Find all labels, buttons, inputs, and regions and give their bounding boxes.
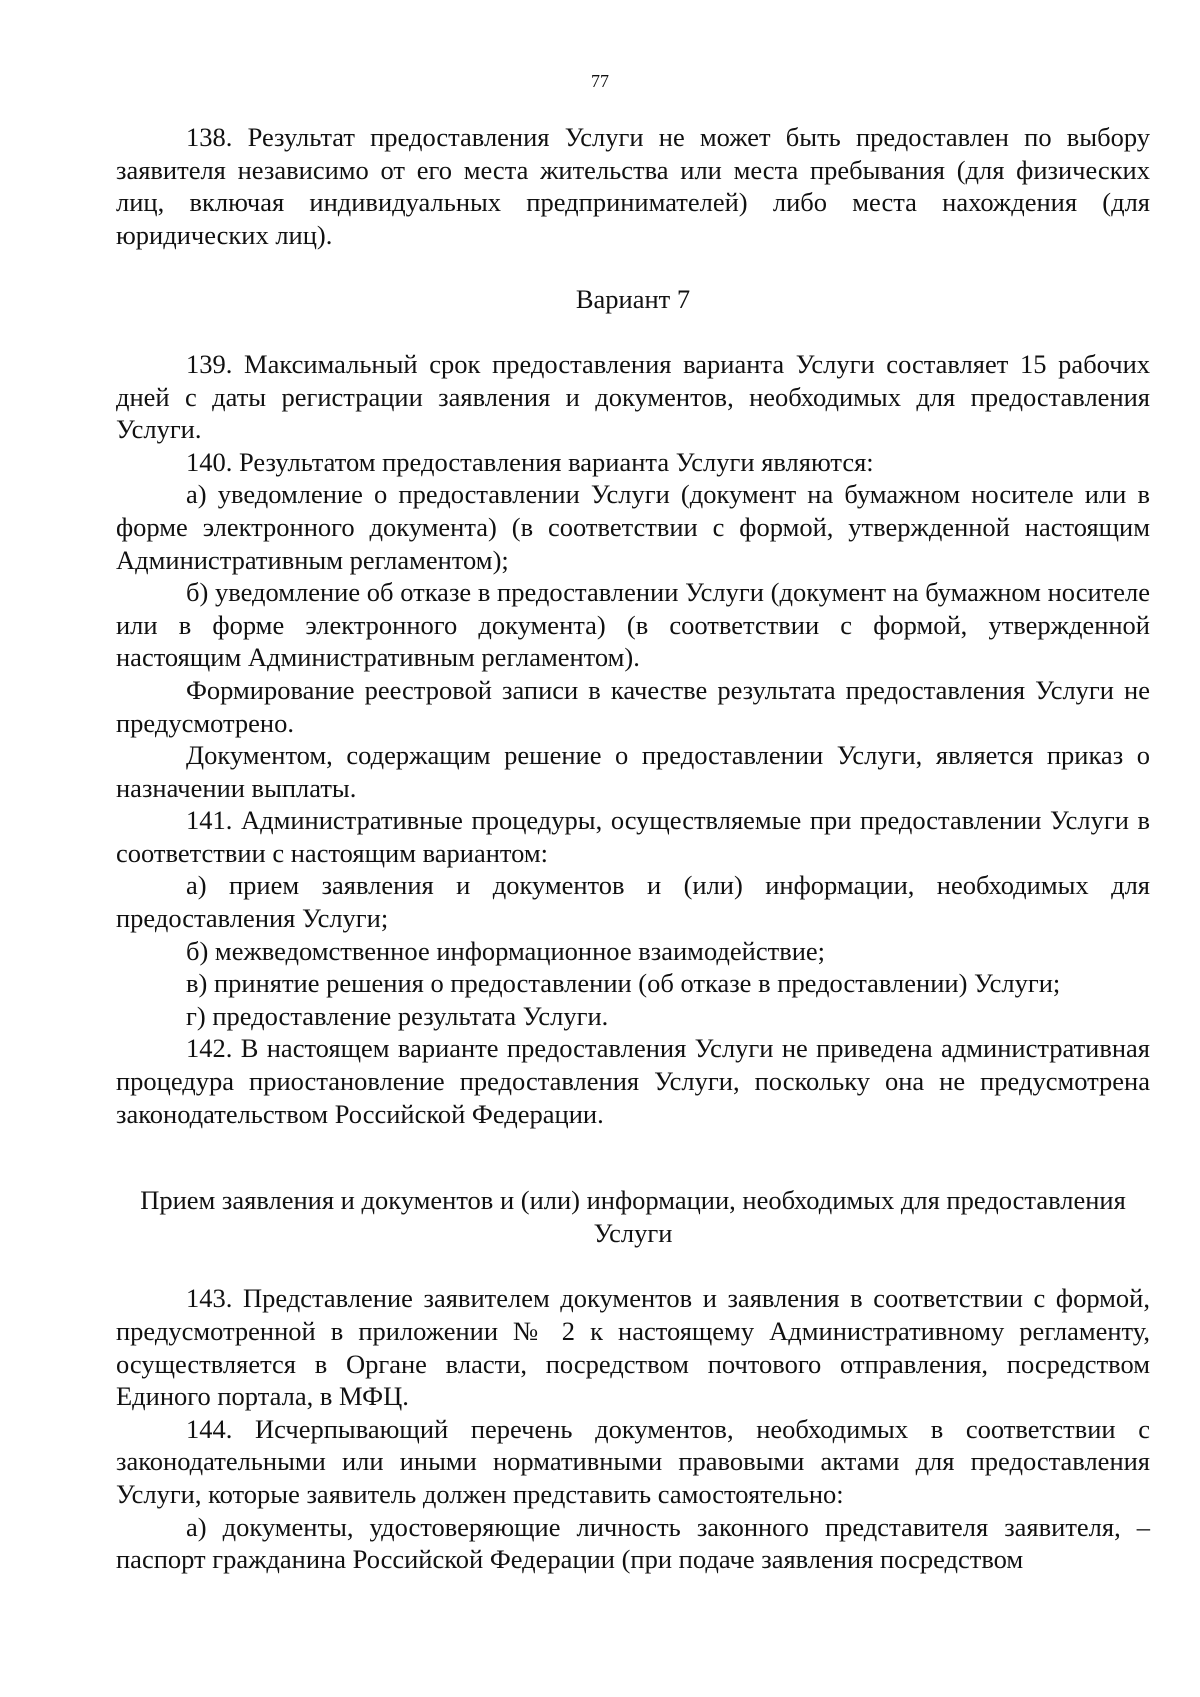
heading-variant-7: Вариант 7 xyxy=(575,284,691,315)
paragraph-144-a: а) документы, удостоверяющие личность законного представителя заявителя, – паспорт гражданина Российской Федерации (при подаче заявления посредством xyxy=(116,1511,1150,1575)
paragraph-139: 139. Максимальный срок предоставления варианта Услуги составляет 15 рабочих дней с даты регистрации заявления и документов, необходимых для предоставления Услуги. xyxy=(116,348,1150,445)
paragraph-140-b: б) уведомление об отказе в предоставлении Услуги (документ на бумажном носителе или в форме электронного документа) (в соответствии с формой, утвержденной настоящим Административным регламентом). xyxy=(116,577,1150,673)
paragraph-141: 141. Административные процедуры, осуществляемые при предоставлении Услуги в соответствии с настоящим вариантом: xyxy=(116,805,1150,868)
paragraph-141-b: б) межведомственное информационное взаимодействие; xyxy=(186,935,826,966)
paragraph-141-a: а) прием заявления и документов и (или) информации, необходимых для предоставления Услуги; xyxy=(116,870,1150,934)
paragraph-140-a: а) уведомление о предоставлении Услуги (документ на бумажном носителе или в форме электронного документа) (в соответствии с формой, утвержденной настоящим Административным регламентом); xyxy=(116,479,1150,575)
paragraph-144: 144. Исчерпывающий перечень документов, необходимых в соответствии с законодательными или иными нормативными правовыми актами для предоставления Услуги, которые заявитель должен представить самостоятельно: xyxy=(116,1413,1150,1509)
paragraph-140: 140. Результатом предоставления варианта Услуги являются: xyxy=(186,446,874,477)
paragraph-decision-document: Документом, содержащим решение о предоставлении Услуги, является приказ о назначении выплаты. xyxy=(116,740,1150,803)
paragraph-registry-record: Формирование реестровой записи в качестве результата предоставления Услуги не предусмотрено. xyxy=(116,674,1150,738)
heading-application-intake: Прием заявления и документов и (или) информации, необходимых для предоставления Услуги xyxy=(140,1185,1126,1248)
page-number: 77 xyxy=(591,71,609,91)
paragraph-141-v: в) принятие решения о предоставлении (об отказе в предоставлении) Услуги; xyxy=(186,968,1061,999)
paragraph-138: 138. Результат предоставления Услуги не может быть предоставлен по выбору заявителя независимо от его места жительства или места пребывания (для физических лиц, включая индивидуальных предпринимателей) либо места нахождения (для юридических лиц). xyxy=(116,122,1150,250)
paragraph-143: 143. Представление заявителем документов и заявления в соответствии с формой, предусмотренной в приложении № 2 к настоящему Административному регламенту, осуществляется в Органе власти, посредством почтового отправления, посредством Единого портала, в МФЦ. xyxy=(116,1283,1150,1412)
paragraph-142: 142. В настоящем варианте предоставления Услуги не приведена административная процедура приостановление предоставления Услуги, поскольку она не предусмотрена законодательством Российской Федерации. xyxy=(116,1033,1150,1129)
paragraph-141-g: г) предоставление результата Услуги. xyxy=(186,1000,609,1031)
document-body xyxy=(116,121,1150,1576)
